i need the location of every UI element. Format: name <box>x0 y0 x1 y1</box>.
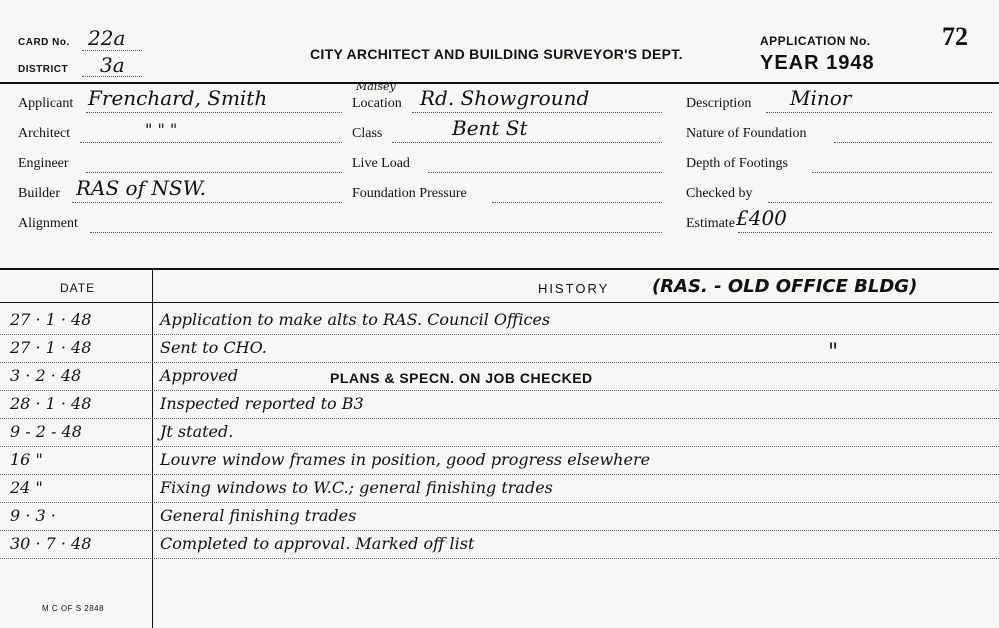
history-row-line <box>0 474 999 475</box>
history-date: 30 · 7 · 48 <box>10 534 92 553</box>
alignment-line <box>90 232 662 233</box>
description-line <box>766 112 992 113</box>
nature-line <box>834 142 992 143</box>
department-title: CITY ARCHITECT AND BUILDING SURVEYOR'S DEPT. <box>310 46 683 62</box>
builder-line <box>72 202 342 203</box>
history-date: 28 · 1 · 48 <box>10 394 92 413</box>
location-value: Rd. Showground <box>420 86 590 110</box>
history-date: 9 · 3 · <box>10 506 56 525</box>
history-date: 3 · 2 · 48 <box>10 366 82 385</box>
card-number-value: 22a <box>88 26 126 50</box>
depth-line <box>812 172 992 173</box>
foundation-pressure-line <box>492 202 662 203</box>
description-value: Minor <box>790 86 852 110</box>
application-number-label: APPLICATION No. <box>760 34 871 48</box>
history-row-line <box>0 418 999 419</box>
history-entry: Inspected reported to B3 <box>160 394 364 413</box>
form-code: M C OF S 2848 <box>42 604 105 613</box>
history-date: 24 " <box>10 478 43 497</box>
alignment-label: Alignment <box>18 216 78 231</box>
year-label: YEAR 1948 <box>760 52 875 74</box>
date-column-header: DATE <box>60 281 96 295</box>
card-number-line <box>82 50 142 51</box>
live-load-line <box>428 172 662 173</box>
applicant-label: Applicant <box>18 96 74 111</box>
history-column-header: HISTORY <box>538 281 610 296</box>
location-line <box>412 112 662 113</box>
history-entry: Completed to approval. Marked off list <box>160 534 475 553</box>
checked-by-label: Checked by <box>686 186 753 201</box>
engineer-line <box>86 172 342 173</box>
history-row-line <box>0 362 999 363</box>
history-row-line <box>0 558 999 559</box>
description-label: Description <box>686 96 752 111</box>
applicant-line <box>86 112 342 113</box>
nature-of-foundation-label: Nature of Foundation <box>686 126 807 141</box>
foundation-pressure-label: Foundation Pressure <box>352 186 467 201</box>
location-note: Maisey <box>356 80 396 93</box>
application-number-value: 72 <box>942 22 968 51</box>
card-number-label: CARD No. <box>18 37 70 48</box>
history-date: 27 · 1 · 48 <box>10 310 92 329</box>
history-row-line <box>0 502 999 503</box>
ditto-mark: " <box>828 340 839 365</box>
header-rule <box>0 82 999 84</box>
history-row-line <box>0 446 999 447</box>
builder-label: Builder <box>18 186 60 201</box>
class-value: Bent St <box>452 116 528 140</box>
history-entry: General finishing trades <box>160 506 357 525</box>
history-row-line <box>0 530 999 531</box>
history-date: 27 · 1 · 48 <box>10 338 92 357</box>
plans-checked-stamp: PLANS & SPECN. ON JOB CHECKED <box>330 370 593 386</box>
estimate-label: Estimate <box>686 216 735 231</box>
engineer-label: Engineer <box>18 156 69 171</box>
live-load-label: Live Load <box>352 156 410 171</box>
class-label: Class <box>352 126 383 141</box>
history-entry: Sent to CHO. <box>160 338 267 357</box>
architect-value: " " " <box>145 120 178 139</box>
history-row-line <box>0 334 999 335</box>
history-header-rule <box>0 302 999 303</box>
architect-line <box>80 142 342 143</box>
history-top-rule <box>0 268 999 270</box>
depth-of-footings-label: Depth of Footings <box>686 156 788 171</box>
applicant-value: Frenchard, Smith <box>88 86 268 110</box>
history-row-line <box>0 390 999 391</box>
history-entry: Approved <box>160 366 239 385</box>
location-label: Location <box>352 96 402 111</box>
class-line <box>392 142 662 143</box>
date-column-divider <box>152 268 153 628</box>
builder-value: RAS of NSW. <box>76 176 206 200</box>
history-date: 16 " <box>10 450 43 469</box>
district-label: DISTRICT <box>18 64 69 75</box>
history-entry: Fixing windows to W.C.; general finishing trades <box>160 478 553 497</box>
district-line <box>82 76 142 77</box>
estimate-line <box>738 232 992 233</box>
history-entry: Louvre window frames in position, good progress elsewhere <box>160 450 651 469</box>
history-entry: Jt stated. <box>160 422 234 441</box>
estimate-value: £400 <box>736 206 787 230</box>
history-date: 9 - 2 - 48 <box>10 422 82 441</box>
history-note: (RAS. - OLD OFFICE BLDG) <box>652 276 918 297</box>
history-entry: Application to make alts to RAS. Council Offices <box>160 310 551 329</box>
architect-label: Architect <box>18 126 71 141</box>
checked-line <box>768 202 992 203</box>
district-value: 3a <box>100 53 125 77</box>
